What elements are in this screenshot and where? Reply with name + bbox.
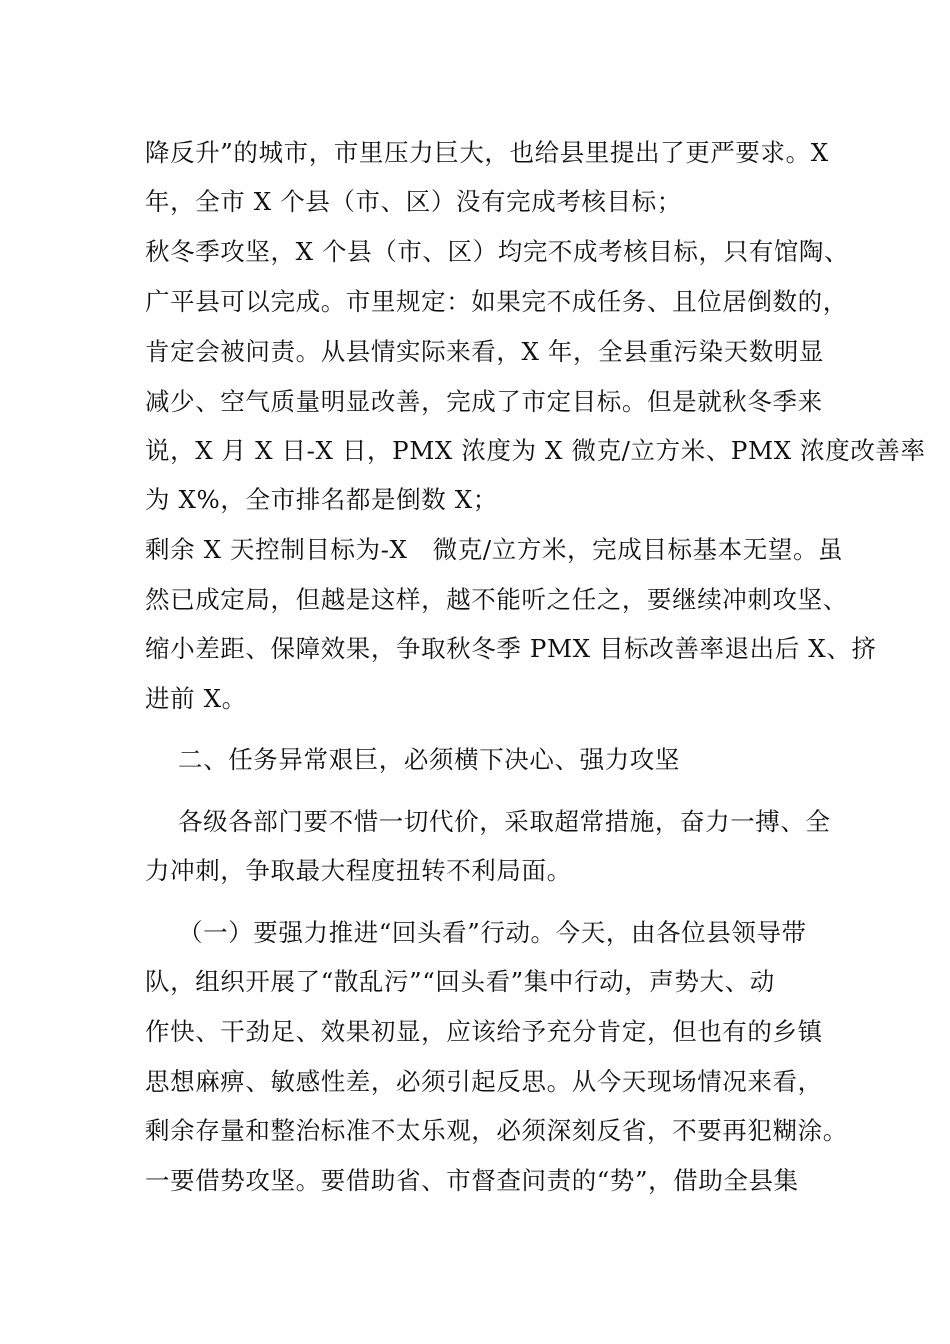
paragraph-line: 剩余 X 天控制目标为-X 微克/立方米，完成目标基本无望。虽 bbox=[145, 535, 844, 564]
paragraph-line: 为 X%，全市排名都是倒数 X； bbox=[145, 485, 498, 514]
paragraph-line: 作快、干劲足、效果初显，应该给予充分肯定，但也有的乡镇 bbox=[145, 1017, 823, 1046]
paragraph-line: 然已成定局，但越是这样，越不能听之任之，要继续冲刺攻坚、 bbox=[145, 585, 848, 614]
paragraph-line: 队，组织开展了“散乱污”“回头看”集中行动，声势大、动 bbox=[145, 967, 775, 996]
paragraph-line: 力冲刺，争取最大程度扭转不利局面。 bbox=[145, 856, 572, 885]
paragraph-line: 思想麻痹、敏感性差，必须引起反思。从今天现场情况来看， bbox=[145, 1067, 823, 1096]
paragraph-line: 广平县可以完成。市里规定：如果完不成任务、且位居倒数的， bbox=[145, 287, 848, 316]
paragraph-line: （一）要强力推进“回头看”行动。今天，由各位县领导带 bbox=[178, 918, 807, 947]
paragraph-line: 各级各部门要不惜一切代价，采取超常措施，奋力一搏、全 bbox=[178, 807, 831, 836]
section-heading: 二、任务异常艰巨，必须横下决心、强力攻坚 bbox=[178, 745, 680, 774]
paragraph-line: 年，全市 X 个县（市、区）没有完成考核目标； bbox=[145, 187, 682, 216]
paragraph-line: 说，X 月 X 日-X 日，PMX 浓度为 X 微克/立方米、PMX 浓度改善率 bbox=[145, 436, 926, 465]
paragraph-line: 秋冬季攻坚，X 个县（市、区）均完不成考核目标，只有馆陶、 bbox=[145, 237, 850, 266]
paragraph-line: 肯定会被问责。从县情实际来看，X 年，全县重污染天数明显 bbox=[145, 337, 825, 366]
paragraph-line: 剩余存量和整治标准不太乐观，必须深刻反省，不要再犯糊涂。 bbox=[145, 1116, 848, 1145]
paragraph-line: 一要借势攻坚。要借助省、市督查问责的“势”，借助全县集 bbox=[145, 1166, 799, 1195]
paragraph-line: 缩小差距、保障效果，争取秋冬季 PMX 目标改善率退出后 X、挤 bbox=[145, 634, 877, 663]
paragraph-line: 进前 X。 bbox=[145, 684, 247, 713]
paragraph-line: 降反升”的城市，市里压力巨大，也给县里提出了更严要求。X bbox=[145, 138, 829, 167]
paragraph-line: 减少、空气质量明显改善，完成了市定目标。但是就秋冬季来 bbox=[145, 387, 823, 416]
